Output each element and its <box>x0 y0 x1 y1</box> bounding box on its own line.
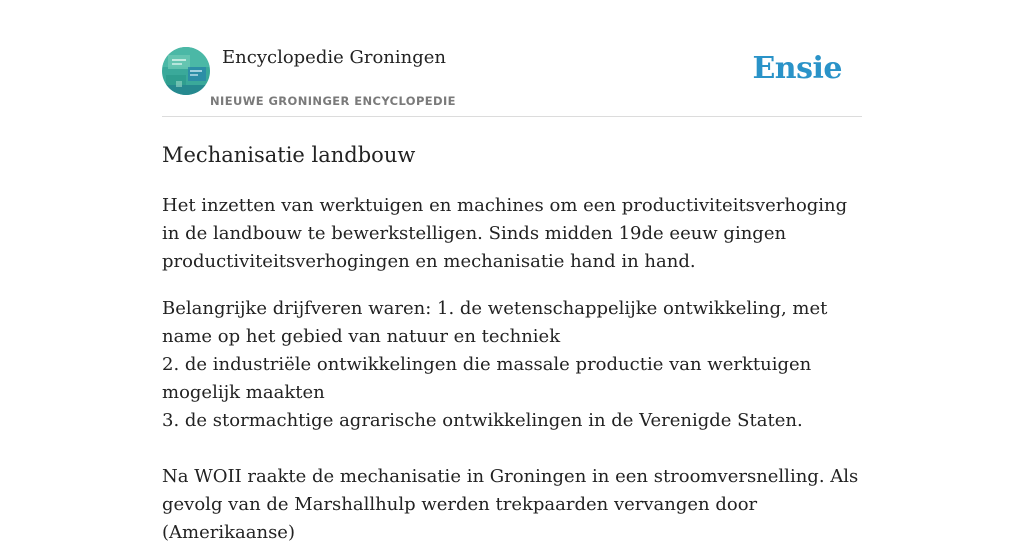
article-body <box>162 192 862 547</box>
site-header <box>162 0 862 117</box>
article-paragraph: Belangrijke drijfveren waren: 1. de wetenschappelijke ontwikkeling, met name op het gebied van natuur en techniek 2. de industriële ontwikkelingen die massale productie van werktuigen mogelijk maakten 3. de stormachtige agrarische ontwikkelingen in de Verenigde Staten. Na WOII raakte de mechanisatie in Groningen in een stroomversnelling. Als gevolg van de Marshallhulp werden trekpaarden vervangen door (Amerikaanse) <box>162 298 859 543</box>
ensie-logo-link[interactable]: Ensie <box>752 51 842 86</box>
site-title[interactable]: Encyclopedie Groningen <box>222 47 447 68</box>
site-subtitle: NIEUWE GRONINGER ENCYCLOPEDIE <box>210 94 456 108</box>
article-title: Mechanisatie landbouw <box>162 143 416 167</box>
page-container <box>162 0 862 543</box>
encyclopedie-groningen-logo-icon[interactable] <box>162 47 210 95</box>
article-paragraph: Het inzetten van werktuigen en machines om een productiviteitsverhoging in de landbouw te bewerkstelligen. Sinds midden 19de eeuw gingen productiviteitsverhogingen en mechanisatie hand in hand. <box>162 195 848 272</box>
